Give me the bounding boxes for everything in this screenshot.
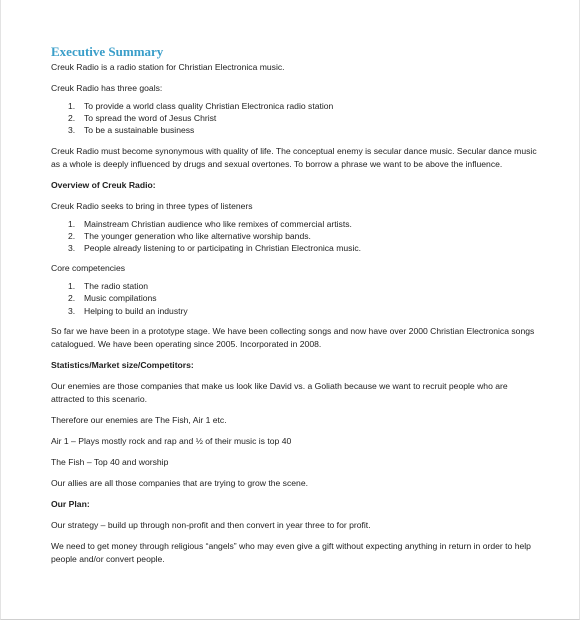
competencies-list (51, 280, 541, 317)
list-item: 3. To be a sustainable business (68, 125, 195, 136)
list-item: 3. Helping to build an industry (68, 305, 188, 316)
goals-list (51, 100, 541, 137)
list-item: 1. The radio station (68, 281, 149, 292)
allies-text: Our allies are all those companies that are trying to grow the scene. (51, 477, 308, 488)
plan-heading: Our Plan: (51, 498, 90, 509)
listeners-list (51, 218, 541, 255)
money-paragraph: We need to get money through religious “angels” who may even give a gift without expecting anything in return in order to help people and/or convert people. (51, 540, 531, 564)
prototype-paragraph: So far we have been in a prototype stage. We have been collecting songs and now have over 2000 Christian Electronica songs catalogued. We have been operating since 2005. Incorporated in 2008. (51, 325, 535, 349)
enemies-list-text: Therefore our enemies are The Fish, Air 1 etc. (51, 414, 227, 425)
intro-paragraph: Creuk Radio is a radio station for Christian Electronica music. (51, 62, 285, 72)
goals-intro: Creuk Radio has three goals: (51, 83, 163, 93)
enemies-paragraph: Our enemies are those companies that make us look like David vs. a Goliath because we want to recruit people who are attracted to this scenario. (51, 380, 508, 404)
air1-text: Air 1 – Plays mostly rock and rap and ½ of their music is top 40 (51, 435, 292, 446)
strategy-text: Our strategy – build up through non-profit and then convert in year three to for profit. (51, 519, 371, 530)
page-title: Executive Summary (51, 44, 164, 59)
document-content (51, 44, 541, 566)
list-item: 1. To provide a world class quality Christian Electronica radio station (68, 101, 334, 111)
list-item: 1. Mainstream Christian audience who like remixes of commercial artists. (68, 218, 352, 229)
stats-heading: Statistics/Market size/Competitors: (51, 359, 194, 370)
competencies-intro: Core competencies (51, 263, 126, 274)
fish-text: The Fish – Top 40 and worship (51, 456, 169, 467)
listeners-intro: Creuk Radio seeks to bring in three types of listeners (51, 200, 253, 211)
list-item: 2. The younger generation who like alternative worship bands. (68, 230, 311, 241)
list-item: 2. Music compilations (68, 293, 157, 304)
list-item: 2. To spread the word of Jesus Christ (68, 113, 217, 124)
list-item: 3. People already listening to or participating in Christian Electronica music. (68, 243, 362, 254)
synonymous-paragraph: Creuk Radio must become synonymous with quality of life. The conceptual enemy is secular dance music. Secular dance music as a whole is deeply influenced by drugs and sexual overtones. To borrow a phrase we want to be above the influence. (51, 145, 537, 169)
overview-heading: Overview of Creuk Radio: (51, 179, 156, 190)
